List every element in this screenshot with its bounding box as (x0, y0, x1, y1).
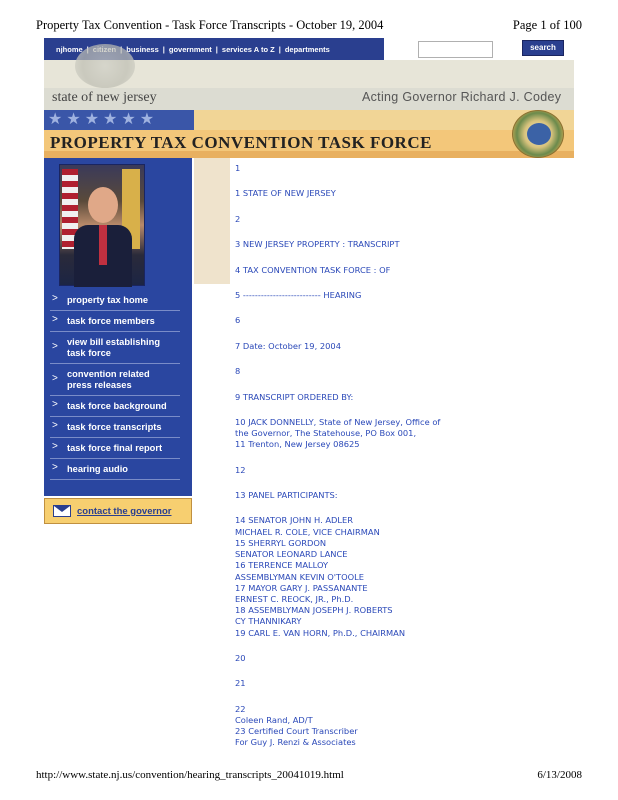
search-button[interactable]: search (522, 40, 564, 56)
nav-separator: | (162, 44, 165, 54)
transcript-line: 17 MAYOR GARY J. PASSANANTE (235, 582, 368, 593)
page-title: PROPERTY TAX CONVENTION TASK FORCE (50, 133, 432, 152)
transcript-gap (235, 690, 575, 704)
transcript-line: 3 NEW JERSEY PROPERTY : TRANSCRIPT (235, 239, 400, 250)
transcript-line: 6 (235, 315, 241, 326)
transcript-line: 21 (235, 678, 246, 689)
transcript-body (235, 163, 575, 749)
transcript-block (235, 290, 575, 301)
nav-link-services[interactable]: services A to Z (221, 44, 275, 54)
search-input[interactable] (418, 41, 493, 58)
sidebar-item-final-report[interactable] (50, 438, 180, 459)
sidebar-item-label: view bill establishing task force (67, 337, 160, 358)
transcript-line: the Governor, The Statehouse, PO Box 001, (235, 428, 417, 439)
transcript-line: SENATOR LEONARD LANCE (235, 549, 348, 560)
sidebar-nav (44, 290, 192, 480)
seal-shield-icon (527, 123, 551, 145)
nav-link-business[interactable]: business (126, 44, 159, 54)
transcript-gap (235, 501, 575, 515)
chevron-right-icon: > (52, 340, 58, 352)
transcript-gap (235, 664, 575, 678)
print-footer (36, 769, 582, 785)
transcript-block (235, 341, 575, 352)
transcript-line: 13 PANEL PARTICIPANTS: (235, 490, 338, 501)
transcript-gap (235, 301, 575, 315)
transcript-gap (235, 377, 575, 391)
sidebar-item-property-tax-home[interactable] (50, 290, 180, 311)
sidebar-item-label: convention related press releases (67, 369, 150, 390)
watermark-seal-icon (75, 44, 135, 88)
sidebar-item-label: task force members (67, 315, 155, 326)
sidebar-item-label: task force final report (67, 442, 163, 453)
transcript-gap (235, 276, 575, 290)
contact-governor-label: contact the governor (77, 505, 172, 517)
transcript-line: 10 JACK DONNELLY, State of New Jersey, Office of (235, 416, 441, 427)
transcript-gap (235, 225, 575, 239)
transcript-block (235, 515, 575, 638)
transcript-line: 8 (235, 366, 241, 377)
chevron-right-icon: > (52, 314, 58, 326)
transcript-gap (235, 476, 575, 490)
sidebar-item-label: task force background (67, 400, 167, 411)
transcript-line: 2 (235, 213, 241, 224)
transcript-block (235, 417, 575, 451)
chevron-right-icon: > (52, 372, 58, 384)
transcript-line: 5 -------------------------- HEARING (235, 289, 362, 300)
sidebar-item-background[interactable] (50, 396, 180, 417)
chevron-right-icon: > (52, 462, 58, 474)
transcript-line: 1 STATE OF NEW JERSEY (235, 188, 336, 199)
transcript-gap (235, 250, 575, 264)
transcript-line: Coleen Rand, AD/T (235, 714, 313, 725)
transcript-line: For Guy J. Renzi & Associates (235, 737, 356, 748)
transcript-gap (235, 639, 575, 653)
transcript-block (235, 315, 575, 326)
transcript-line: 14 SENATOR JOHN H. ADLER (235, 515, 354, 526)
transcript-line: CY THANNIKARY (235, 616, 302, 627)
transcript-line: 7 Date: October 19, 2004 (235, 340, 341, 351)
nav-link-departments[interactable]: departments (284, 44, 330, 54)
tan-column (194, 158, 230, 284)
photo-tie (99, 225, 107, 265)
transcript-block (235, 214, 575, 225)
transcript-block (235, 392, 575, 403)
transcript-line: 1 (235, 163, 241, 173)
print-title: Property Tax Convention - Task Force Transcripts - October 19, 2004 (36, 18, 384, 32)
governor-photo (59, 164, 145, 286)
sidebar-item-label: task force transcripts (67, 421, 162, 432)
page-number: Page 1 of 100 (512, 18, 582, 32)
transcript-block (235, 465, 575, 476)
transcript-line: 15 SHERRYL GORDON (235, 537, 327, 548)
contact-governor-button[interactable] (44, 498, 192, 524)
nav-link-njhome[interactable]: njhome (56, 44, 83, 54)
transcript-block (235, 188, 575, 199)
sidebar-item-label: hearing audio (67, 463, 128, 474)
transcript-gap (235, 327, 575, 341)
nav-link-government[interactable]: government (168, 44, 212, 54)
transcript-block (235, 265, 575, 276)
envelope-icon (53, 505, 71, 517)
sidebar-item-transcripts[interactable] (50, 417, 180, 438)
sidebar-item-hearing-audio[interactable] (50, 459, 180, 480)
chevron-right-icon: > (52, 420, 58, 432)
transcript-block (235, 490, 575, 501)
transcript-line: MICHAEL R. COLE, VICE CHAIRMAN (235, 526, 380, 537)
transcript-line: 22 (235, 703, 246, 714)
nav-separator: | (215, 44, 218, 54)
transcript-gap (235, 200, 575, 214)
transcript-block (235, 366, 575, 377)
state-seal-icon (512, 110, 564, 158)
transcript-line: 18 ASSEMBLYMAN JOSEPH J. ROBERTS (235, 605, 393, 616)
nav-separator: | (278, 44, 281, 54)
transcript-line: 20 (235, 652, 246, 663)
transcript-line: 12 (235, 464, 246, 475)
chevron-right-icon: > (52, 293, 58, 305)
sidebar-item-view-bill[interactable] (50, 332, 180, 364)
transcript-line: 4 TAX CONVENTION TASK FORCE : OF (235, 264, 391, 275)
transcript-gap (235, 352, 575, 366)
page-url: http://www.state.nj.us/convention/hearing_transcripts_20041019.html (36, 769, 344, 781)
transcript-block (235, 678, 575, 689)
transcript-block (235, 239, 575, 250)
transcript-gap (235, 403, 575, 417)
transcript-gap (235, 451, 575, 465)
photo-face (88, 187, 118, 223)
transcript-block (235, 653, 575, 664)
chevron-right-icon: > (52, 399, 58, 411)
state-name: state of new jersey (52, 90, 157, 105)
print-date: 6/13/2008 (537, 769, 582, 781)
transcript-line: 16 TERRENCE MALLOY (235, 560, 329, 571)
transcript-line: 9 TRANSCRIPT ORDERED BY: (235, 391, 354, 402)
transcript-block (235, 704, 575, 749)
transcript-line: ASSEMBLYMAN KEVIN O'TOOLE (235, 571, 365, 582)
print-header (36, 18, 582, 34)
transcript-line: 23 Certified Court Transcriber (235, 726, 358, 737)
stars-bar: ★★★★★★ (44, 110, 194, 130)
transcript-line: 11 Trenton, New Jersey 08625 (235, 439, 360, 450)
sidebar-item-task-force-members[interactable] (50, 311, 180, 332)
governor-name: Acting Governor Richard J. Codey (362, 90, 562, 104)
transcript-line: 19 CARL E. VAN HORN, Ph.D., CHAIRMAN (235, 627, 406, 638)
sidebar-item-label: property tax home (67, 294, 149, 305)
chevron-right-icon: > (52, 441, 58, 453)
transcript-line: ERNEST C. REOCK, JR., Ph.D. (235, 593, 354, 604)
transcript-gap (235, 174, 575, 188)
transcript-block (235, 163, 575, 174)
sidebar-item-press-releases[interactable] (50, 364, 180, 396)
